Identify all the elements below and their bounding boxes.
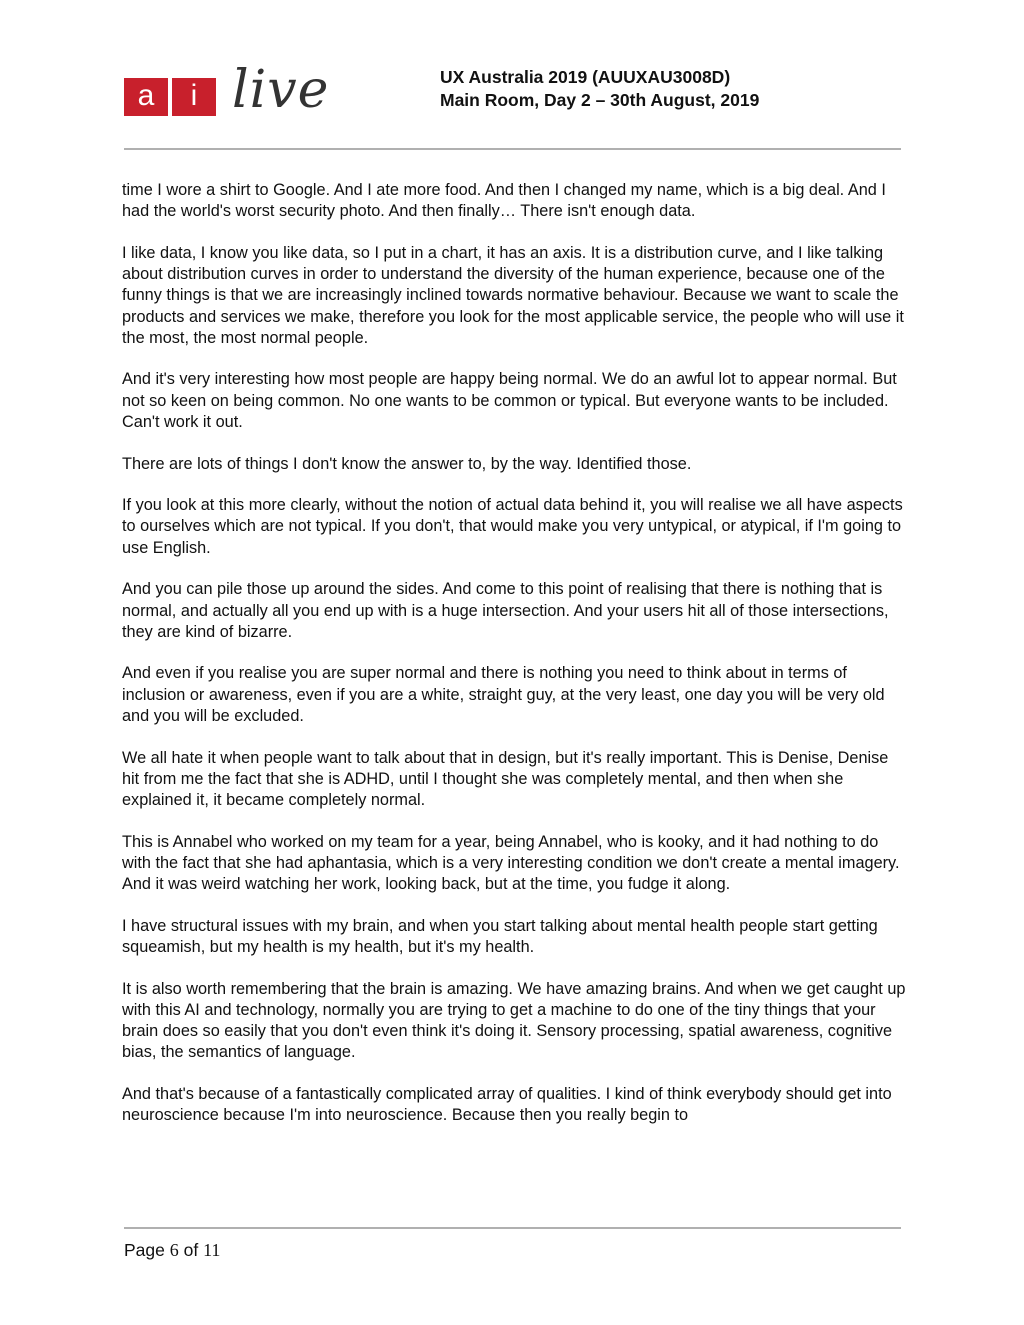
logo-letter-a: a — [124, 78, 168, 116]
paragraph: time I wore a shirt to Google. And I ate more food. And then I changed my name, which is a big deal. And I had the world's worst security photo. And then finally… There isn't enough data. — [122, 181, 886, 221]
paragraph: And you can pile those up around the sides. And come to this point of realising that there is nothing that is normal, and actually all you end up with is a huge intersection. And your users hit all of those intersections, they are kind of bizarre. — [122, 580, 889, 641]
paragraph: And even if you realise you are super normal and there is nothing you need to think about in terms of inclusion or awareness, even if you are a white, straight guy, at the very least, one day you will be very old and you will be excluded. — [122, 664, 885, 725]
current-page-number: 6 — [169, 1240, 179, 1260]
paragraph: There are lots of things I don't know the answer to, by the way. Identified those. — [122, 454, 692, 473]
paragraph: I like data, I know you like data, so I put in a chart, it has an axis. It is a distribution curve, and I like talking about distribution curves in order to understand the diversity of the human experience, because one of the funny things is that we are increasingly inclined towards normative behaviour. Because we want to scale the products and services we make, therefore you look for the most applicable service, the people who will use it the most, the most normal people. — [122, 243, 904, 347]
page-prefix: Page — [124, 1240, 170, 1260]
paragraph: It is also worth remembering that the brain is amazing. We have amazing brains. And when we get caught up with this AI and technology, normally you are trying to get a machine to do one of the tiny things that your brain does so easily that you don't even think it's doing it. Sensory processing, spatial awareness, cognitive bias, the semantics of language. — [122, 979, 906, 1062]
logo-letter-i: i — [172, 78, 216, 116]
document-header — [440, 66, 860, 112]
header-divider — [124, 148, 901, 150]
header-event-title: UX Australia 2019 (AUUXAU3008D) — [440, 67, 731, 87]
paragraph: If you look at this more clearly, without the notion of actual data behind it, you will realise we all have aspects to ourselves which are not typical. If you don't, that would make you very untypical, or atypical, if I'm going to use English. — [122, 496, 903, 557]
footer-divider — [124, 1227, 901, 1229]
page-number — [124, 1240, 220, 1261]
ai-live-logo — [124, 60, 344, 132]
logo-live-text: live — [232, 60, 330, 120]
page-of: of — [178, 1240, 204, 1260]
paragraph: I have structural issues with my brain, and when you start talking about mental health people start getting squeamish, but my health is my health, but it's my health. — [122, 916, 878, 956]
transcript-body — [122, 180, 908, 1147]
total-page-number: 11 — [203, 1240, 221, 1260]
paragraph: And that's because of a fantastically complicated array of qualities. I kind of think everybody should get into neuroscience because I'm into neuroscience. Because then you really begin to — [122, 1085, 892, 1125]
header-session-title: Main Room, Day 2 – 30th August, 2019 — [440, 90, 760, 110]
paragraph: This is Annabel who worked on my team for a year, being Annabel, who is kooky, and it had nothing to do with the fact that she had aphantasia, which is a very interesting condition we don't create a mental imagery. And it was weird watching her work, looking back, but at the time, you fudge it along. — [122, 832, 900, 894]
paragraph: And it's very interesting how most people are happy being normal. We do an awful lot to appear normal. But not so keen on being common. No one wants to be common or typical. But everyone wants to be included. Can't work it out. — [122, 370, 897, 431]
paragraph: We all hate it when people want to talk about that in design, but it's really important. This is Denise, Denise hit from me the fact that she is ADHD, until I thought she was completely mental, and then when she explained it, it became completely normal. — [122, 748, 889, 809]
